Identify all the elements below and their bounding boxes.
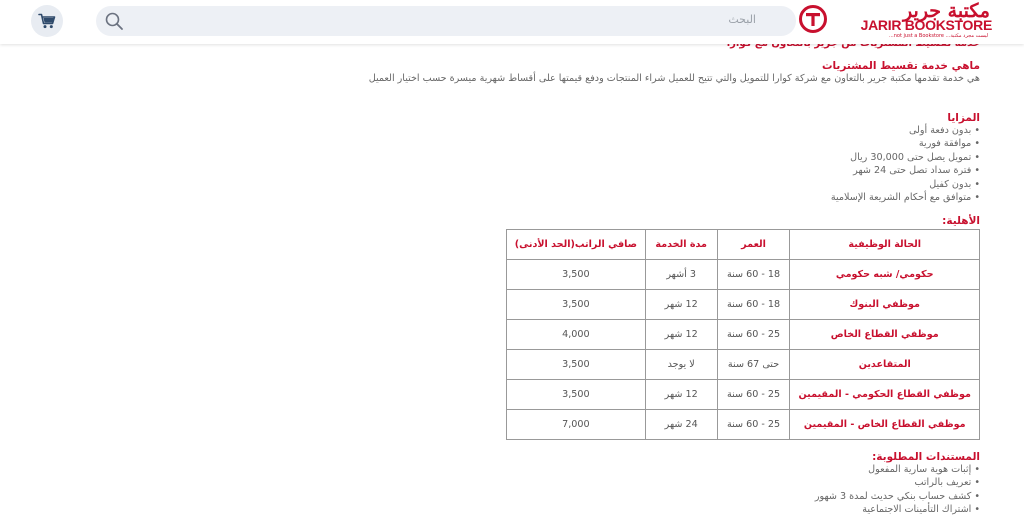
feature-item: • فترة سداد تصل حتى 24 شهر	[831, 164, 980, 177]
site-header	[0, 0, 1024, 44]
eligibility-heading-text: الأهلية:	[942, 215, 980, 227]
logo-arabic-text: مكتبة جرير	[903, 0, 990, 22]
search-icon[interactable]	[104, 11, 124, 31]
col-header-salary: صافي الراتب(الحد الأدنى)	[507, 230, 646, 260]
table-row	[507, 380, 980, 410]
table-row	[507, 350, 980, 380]
cell-age: حتى 67 سنة	[717, 350, 790, 380]
cell-status: موظفي القطاع الحكومي - المقيمين	[790, 380, 980, 410]
cell-service: 12 شهر	[645, 290, 717, 320]
cell-service: 12 شهر	[645, 380, 717, 410]
jarir-logo-mark-icon	[798, 4, 828, 34]
col-header-service: مدة الخدمة	[645, 230, 717, 260]
feature-item: • بدون كفيل	[831, 178, 980, 191]
jarir-logo[interactable]	[828, 2, 992, 40]
cell-salary: 3,500	[507, 290, 646, 320]
document-item: • كشف حساب بنكي حديث لمدة 3 شهور	[815, 490, 980, 503]
shopping-cart-icon	[38, 13, 56, 29]
features-list	[831, 124, 980, 204]
feature-item: • موافقة فورية	[831, 137, 980, 150]
documents-list	[815, 463, 980, 515]
col-header-age: العمر	[717, 230, 790, 260]
search-bar[interactable]	[96, 6, 796, 36]
document-item: • تعريف بالراتب	[815, 476, 980, 489]
document-item: • اشتراك التأمينات الاجتماعية	[815, 503, 980, 515]
eligibility-table	[506, 229, 980, 440]
table-row	[507, 410, 980, 440]
col-header-status: الحالة الوظيفية	[790, 230, 980, 260]
document-item: • إثبات هوية سارية المفعول	[815, 463, 980, 476]
what-heading: ماهي خدمة تقسيط المشتريات	[821, 60, 980, 72]
cell-age: 25 - 60 سنة	[717, 380, 790, 410]
cell-status: موظفي القطاع الخاص	[790, 320, 980, 350]
table-row	[507, 320, 980, 350]
cell-age: 25 - 60 سنة	[717, 410, 790, 440]
what-section	[369, 60, 980, 85]
feature-item: • بدون دفعة أولى	[831, 124, 980, 137]
cell-status: المتقاعدين	[790, 350, 980, 380]
features-heading: المزايا	[947, 112, 980, 124]
cell-age: 25 - 60 سنة	[717, 320, 790, 350]
cell-age: 18 - 60 سنة	[717, 260, 790, 290]
cell-status: موظفي القطاع الخاص - المقيمين	[790, 410, 980, 440]
cell-salary: 3,500	[507, 260, 646, 290]
eligibility-heading	[942, 215, 980, 227]
cell-salary: 4,000	[507, 320, 646, 350]
cell-age: 18 - 60 سنة	[717, 290, 790, 320]
cell-service: 3 أشهر	[645, 260, 717, 290]
cell-status: موظفي البنوك	[790, 290, 980, 320]
logo-english-text: JARIR BOOKSTORE	[860, 17, 992, 33]
table-row	[507, 290, 980, 320]
table-row	[507, 260, 980, 290]
table-header-row	[507, 230, 980, 260]
cell-service: لا يوجد	[645, 350, 717, 380]
feature-item: • متوافق مع أحكام الشريعة الإسلامية	[831, 191, 980, 204]
search-input[interactable]: البحث	[728, 13, 756, 26]
cart-button[interactable]	[31, 5, 63, 37]
cell-salary: 3,500	[507, 380, 646, 410]
documents-section	[815, 451, 980, 515]
features-section	[831, 112, 980, 204]
logo-tagline: ...not just a Bookstore ...ليست مجرد مكتبة	[889, 33, 988, 39]
cell-salary: 3,500	[507, 350, 646, 380]
documents-heading: المستندات المطلوبة:	[872, 451, 980, 463]
feature-item: • تمويل يصل حتى 30,000 ريال	[831, 151, 980, 164]
cell-salary: 7,000	[507, 410, 646, 440]
what-text: هي خدمة تقدمها مكتبة جرير بالتعاون مع شركة كوارا للتمويل والتي تتيح للعميل شراء المنتجات ودفع قيمتها على أقساط شهرية ميسرة حسب اختيار العميل	[368, 73, 980, 84]
cell-service: 24 شهر	[645, 410, 717, 440]
cell-service: 12 شهر	[645, 320, 717, 350]
cell-status: حكومي/ شبه حكومي	[790, 260, 980, 290]
